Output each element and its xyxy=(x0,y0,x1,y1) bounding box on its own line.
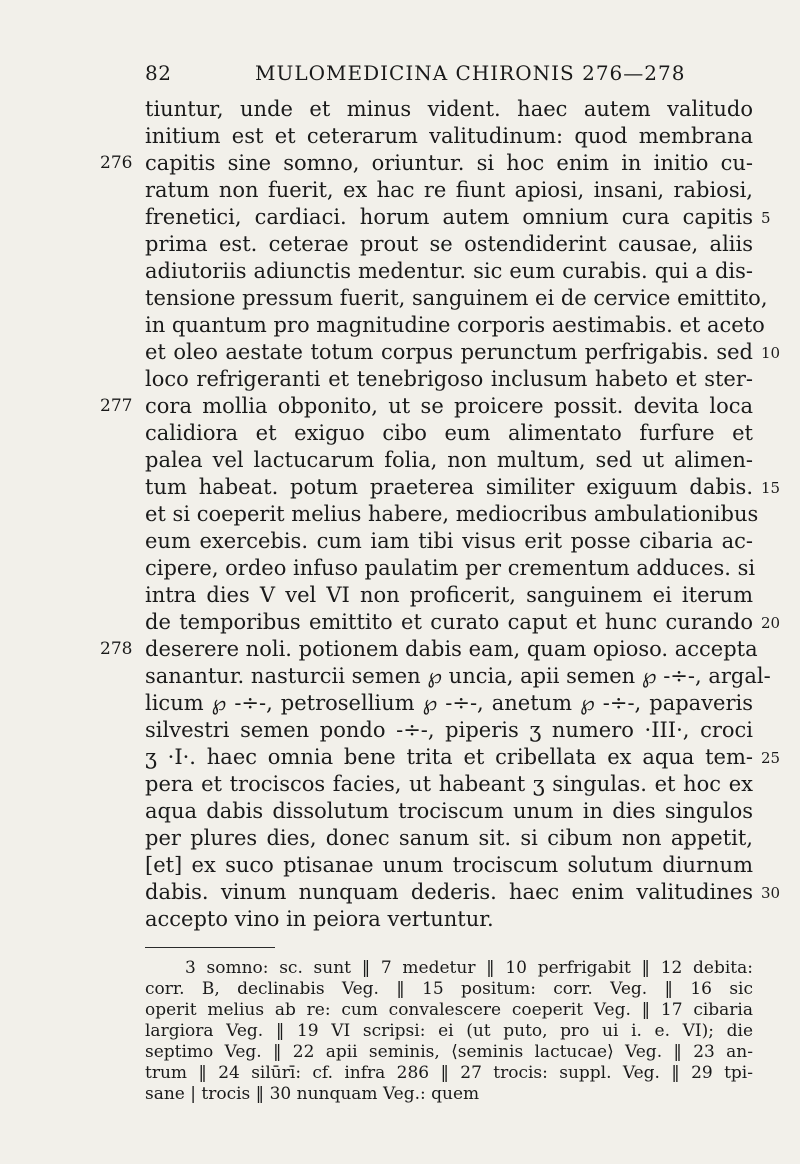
text-line xyxy=(145,825,753,852)
line-text: ratum non fuerit, ex hac re fiunt apiosi, insani, rabiosi, xyxy=(145,178,753,202)
running-title: MULOMEDICINA CHIRONIS 276—278 xyxy=(255,61,686,85)
text-line xyxy=(145,312,765,339)
footnote-rule xyxy=(145,947,275,948)
section-number: 278 xyxy=(100,639,133,659)
text-line xyxy=(145,744,781,771)
line-text: palea vel lactucarum folia, non multum, sed ut alimen- xyxy=(145,448,753,472)
text-line xyxy=(145,231,753,258)
section-number: 277 xyxy=(100,396,133,416)
line-number: 25 xyxy=(761,749,781,767)
footnote-line: operit melius ab re: cum convalescere coeperit Veg. ‖ 17 cibaria xyxy=(145,1000,753,1020)
line-text: loco refrigeranti et tenebrigoso inclusum habeto et ster- xyxy=(145,367,753,391)
line-number: 15 xyxy=(761,479,781,497)
line-text: sanantur. nasturcii semen ℘ uncia, apii semen ℘ -÷-, argal- xyxy=(145,664,771,688)
text-line xyxy=(145,798,753,825)
text-line xyxy=(145,528,753,555)
line-text: tum habeat. potum praeterea similiter exiguum dabis. xyxy=(145,475,753,499)
line-text: prima est. ceterae prout se ostendiderint causae, aliis xyxy=(145,232,753,256)
line-number: 5 xyxy=(761,209,771,227)
line-text: pera et trociscos facies, ut habeant ʒ singulas. et hoc ex xyxy=(145,772,753,796)
text-line xyxy=(100,393,753,420)
text-line xyxy=(145,771,753,798)
footnote-line: sane | trocis ‖ 30 nunquam Veg.: quem xyxy=(145,1084,480,1104)
line-number: 30 xyxy=(761,884,781,902)
text-line xyxy=(145,717,753,744)
text-line xyxy=(145,366,753,393)
line-text: calidiora et exiguo cibo eum alimentato furfure et xyxy=(145,421,753,445)
text-line xyxy=(100,150,753,177)
text-line xyxy=(145,879,781,906)
line-text: intra dies V vel VI non proficerit, sanguinem ei iterum xyxy=(145,583,753,607)
text-line xyxy=(145,447,753,474)
text-line xyxy=(145,609,781,636)
text-line xyxy=(145,177,753,204)
line-text: tiuntur, unde et minus vident. haec autem valitudo xyxy=(145,97,753,121)
line-number: 20 xyxy=(761,614,781,632)
line-text: accepto vino in peiora vertuntur. xyxy=(145,907,494,931)
line-text: eum exercebis. cum iam tibi visus erit posse cibaria ac- xyxy=(145,529,753,553)
text-line xyxy=(145,555,756,582)
line-text: per plures dies, donec sanum sit. si cibum non appetit, xyxy=(145,826,753,850)
footnote-line: trum ‖ 24 silūrī: cf. infra 286 ‖ 27 trocis: suppl. Veg. ‖ 29 tpi- xyxy=(145,1063,753,1083)
line-text: et si coeperit melius habere, mediocribus ambulationibus xyxy=(145,502,759,526)
line-text: dabis. vinum nunquam dederis. haec enim valitudines xyxy=(145,880,753,904)
line-text: in quantum pro magnitudine corporis aestimabis. et aceto xyxy=(145,313,765,337)
text-line xyxy=(100,636,758,663)
line-number: 10 xyxy=(761,344,781,362)
footnote-line: 3 somno: sc. sunt ‖ 7 medetur ‖ 10 perfrigabit ‖ 12 debita: xyxy=(185,958,753,978)
footnote-line: corr. B, declinabis Veg. ‖ 15 positum: corr. Veg. ‖ 16 sic xyxy=(145,979,753,999)
text-line xyxy=(145,204,771,231)
line-text: capitis sine somno, oriuntur. si hoc enim in initio cu- xyxy=(145,151,753,175)
text-line xyxy=(145,582,753,609)
line-text: aqua dabis dissolutum trociscum unum in dies singulos xyxy=(145,799,753,823)
text-line xyxy=(145,690,753,717)
footnote-line: largiora Veg. ‖ 19 VI scripsi: ei (ut puto, pro ui i. e. VI); die xyxy=(145,1021,753,1041)
text-line xyxy=(145,285,768,312)
critical-apparatus xyxy=(145,958,753,1105)
section-number: 276 xyxy=(100,153,133,173)
page-number: 82 xyxy=(145,61,172,85)
text-line xyxy=(145,852,753,879)
line-text: tensione pressum fuerit, sanguinem ei de cervice emittito, xyxy=(145,286,768,310)
line-text: cora mollia obponito, ut se proicere possit. devita loca xyxy=(145,394,753,418)
text-line xyxy=(145,339,781,366)
line-text: licum ℘ -÷-, petrosellium ℘ -÷-, anetum ℘ -÷-, papaveris xyxy=(145,691,753,715)
line-text: et oleo aestate totum corpus perunctum perfrigabis. sed xyxy=(145,340,753,364)
text-line xyxy=(145,501,759,528)
footnote-line: septimo Veg. ‖ 22 apii seminis, ⟨seminis lactucae⟩ Veg. ‖ 23 an- xyxy=(145,1042,753,1062)
line-text: [et] ex suco ptisanae unum trociscum solutum diurnum xyxy=(145,853,753,877)
line-text: frenetici, cardiaci. horum autem omnium cura capitis xyxy=(145,205,753,229)
text-line xyxy=(145,96,753,123)
line-text: cipere, ordeo infuso paulatim per crementum adduces. si xyxy=(145,556,756,580)
text-line xyxy=(145,906,753,933)
line-text: deserere noli. potionem dabis eam, quam opioso. accepta xyxy=(145,637,758,661)
text-line xyxy=(145,474,781,501)
line-text: de temporibus emittito et curato caput et hunc curando xyxy=(145,610,753,634)
line-text: adiutoriis adiunctis medentur. sic eum curabis. qui a dis- xyxy=(145,259,753,283)
text-line xyxy=(145,663,771,690)
line-text: silvestri semen pondo -÷-, piperis ʒ numero ·III·, croci xyxy=(145,718,753,742)
text-line xyxy=(145,420,753,447)
line-text: ʒ ·I·. haec omnia bene trita et cribellata ex aqua tem- xyxy=(145,745,753,769)
main-text xyxy=(100,96,781,933)
text-line xyxy=(145,123,753,150)
text-line xyxy=(145,258,753,285)
line-text: initium est et ceterarum valitudinum: quod membrana xyxy=(145,124,753,148)
